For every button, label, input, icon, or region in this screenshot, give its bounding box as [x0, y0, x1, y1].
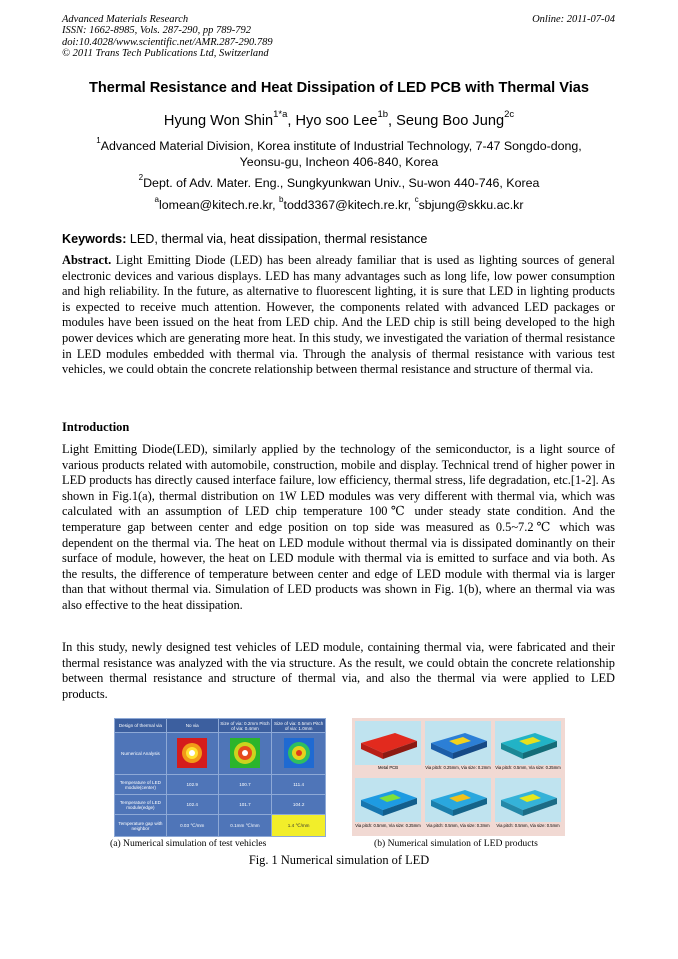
author-sup: 1*a	[273, 109, 288, 121]
sim-panel	[495, 721, 561, 765]
author-name: Seung Boo Jung	[396, 113, 505, 129]
figure-a-caption: (a) Numerical simulation of test vehicles	[110, 838, 267, 849]
table-cell: 111.4	[272, 775, 326, 795]
figure-b-products	[352, 718, 565, 836]
sim-label: Via pitch: 0.5mm, Via size: 0.5mm	[496, 823, 560, 828]
affiliation-2	[70, 175, 608, 191]
sim-panel	[355, 778, 421, 822]
email-line	[70, 197, 608, 213]
thermal-map-icon	[230, 738, 260, 768]
table-cell: Numerical Analysis	[115, 733, 167, 775]
author-list	[0, 109, 678, 129]
table-header: Size of via: 0.5mm Pitch of via: 1.0mm	[272, 719, 326, 733]
highlight-cell: 1.4 ℃/mm	[272, 815, 326, 837]
table-cell: 0.1mm ℃/mm	[218, 815, 272, 837]
table-cell: 101.7	[218, 795, 272, 815]
sim-panel	[495, 778, 561, 822]
email-sup: c	[414, 195, 419, 205]
author-sup: 1b	[377, 109, 389, 121]
sim-panel	[425, 778, 491, 822]
table-cell: 104.2	[272, 795, 326, 815]
heatmap-cell	[166, 733, 218, 775]
sim-label: Via pitch: 0.5mm, Via size: 0.25mm	[355, 823, 421, 828]
keywords	[62, 232, 427, 246]
doi-line: doi:10.4028/www.scientific.net/AMR.287-290.789	[62, 36, 273, 48]
email-sup: b	[279, 195, 284, 205]
abstract	[62, 253, 615, 378]
sim-panel	[355, 721, 421, 765]
affiliation-text: Yeonsu-gu, Incheon 406-840, Korea	[239, 155, 439, 169]
via-pcb-render	[495, 721, 561, 765]
affiliation-text: Advanced Material Division, Korea institute of Industrial Technology, 7-47 Songdo-dong,	[100, 139, 582, 153]
via-pcb-render	[495, 778, 561, 822]
author-sep: ,	[287, 113, 296, 129]
abstract-label: Abstract.	[62, 253, 112, 267]
abstract-text: Light Emitting Diode (LED) has been already familiar that is used as lighting sources of general electronic devices and various displays. LED has many advantages such as long life, low power consumption and high reliability. In the future, as alternative to fluorescent lighting, it is sure that LED in lighting products is expected to receive much attention. However, the components related with advanced LED packages or modules have been issued on the heat from LED chip. And the LED chip is still being developed to the high power devices which are generating more heat. In this study, we investigated the variation of thermal resistance in LED modules embedded with thermal via. Through the analysis of thermal resistance with various test vehicles, we could obtain the concrete relationship between thermal resistance and structure of thermal via.	[62, 253, 615, 377]
heatmap-cell	[272, 733, 326, 775]
thermal-map-icon	[177, 738, 207, 768]
author-name: Hyung Won Shin	[163, 113, 274, 129]
sim-label: Metal PCB	[377, 765, 398, 770]
section-heading: Introduction	[62, 420, 130, 434]
online-date: Online: 2011-07-04	[532, 14, 615, 25]
author-sup: 2c	[504, 109, 515, 121]
author-sep: ,	[388, 113, 397, 129]
email-link[interactable]: lomean@kitech.re.kr,	[159, 198, 280, 212]
journal-header	[62, 14, 273, 60]
heatmap-cell	[218, 733, 272, 775]
issn-line: ISSN: 1662-8985, Vols. 287-290, pp 789-792	[62, 25, 251, 37]
via-pcb-render	[355, 778, 421, 822]
keywords-label: Keywords:	[62, 232, 127, 246]
table-cell: 100.7	[218, 775, 272, 795]
table-cell: 0.03 ℃/mm	[166, 815, 218, 837]
figure-b-caption: (b) Numerical simulation of LED products	[374, 838, 538, 849]
sim-label: Via pitch: 0.5mm, Via size: 0.3mm	[426, 823, 490, 828]
intro-paragraph-2: In this study, newly designed test vehicles of LED module, containing thermal via, were fabricated and their thermal resistance was analyzed with the via structure. As the result, we could obtain the concrete relationship between thermal resistance and structure of thermal via, and also the thermal via were applied to LED products.	[62, 640, 615, 701]
table-cell: 102.4	[166, 795, 218, 815]
email-link[interactable]: todd3367@kitech.re.kr,	[283, 198, 415, 212]
sim-panel	[425, 721, 491, 765]
keywords-text: LED, thermal via, heat dissipation, thermal resistance	[126, 232, 428, 246]
sim-label: Via pitch: 0.25mm, Via size: 0.2mm	[425, 765, 491, 770]
table-cell: 102.9	[166, 775, 218, 795]
journal-name: Advanced Materials Research	[62, 14, 189, 25]
email-link[interactable]: sbjung@skku.ac.kr	[418, 198, 524, 212]
via-pcb-render	[425, 721, 491, 765]
paper-title: Thermal Resistance and Heat Dissipation of LED PCB with Thermal Vias	[88, 80, 590, 96]
author-name: Hyo soo Lee	[295, 113, 378, 129]
affiliation-sup: 2	[138, 173, 144, 183]
metal-pcb-render	[355, 721, 421, 765]
affiliation-sup: 1	[96, 136, 101, 146]
affiliation-1	[70, 138, 608, 170]
table-header: No via	[166, 719, 218, 733]
figure-caption: Fig. 1 Numerical simulation of LED	[248, 853, 430, 867]
affiliation-text: Dept. of Adv. Mater. Eng., Sungkyunkwan Univ., Su-won 440-746, Korea	[143, 176, 540, 190]
table-header: Design of thermal via	[115, 719, 167, 733]
via-pcb-render	[425, 778, 491, 822]
table-cell: Temperature of LED module(edge)	[115, 795, 167, 815]
intro-paragraph-1: Light Emitting Diode(LED), similarly applied by the technology of the semiconductor, is a light source of various products related with automobile, construction, mobile and display. Technical trend of higher power in LED products has directly caused interface failure, low efficiency, thermal stress, life degradation, etc.[1-2]. As shown in Fig.1(a), thermal distribution on 1W LED modules was very different with thermal via, which was calculated with an assumption of LED chip temperature 100℃ under steady state condition. And the temperature gap between center and edge position on top side was measured as 0.5~7.2℃ which was dependent on the thermal via. The heat on LED module without thermal via is dissipated dominantly on their surface of module, however, the heat on LED module with thermal via is emitted to surface and via both. As the results, the difference of temperature between center and edge of LED module with thermal via is larger than that without thermal via. Simulation of LED products was shown in Fig. 1(b), where an thermal via was also effective to the heat dissipation.	[62, 442, 615, 612]
email-sup: a	[154, 195, 159, 205]
figure-a-table	[114, 718, 326, 836]
table-cell: Temperature of LED module(center)	[115, 775, 167, 795]
table-header: Size of via: 0.2mm Pitch of via: 0.4mm	[218, 719, 272, 733]
sim-label: Via pitch: 0.5mm, Via size: 0.25mm	[495, 765, 561, 770]
thermal-map-icon	[284, 738, 314, 768]
table-cell: Temperature gap with neighbor	[115, 815, 167, 837]
copyright-line: © 2011 Trans Tech Publications Ltd, Switzerland	[62, 48, 269, 60]
